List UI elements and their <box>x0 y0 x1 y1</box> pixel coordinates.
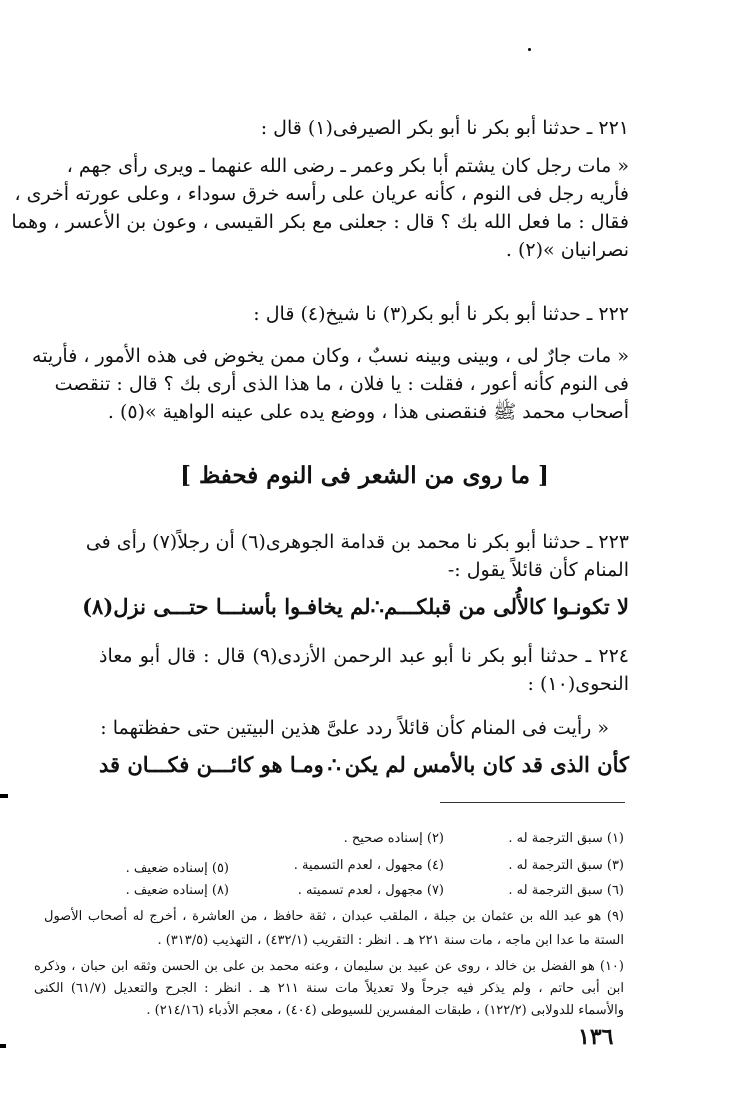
footnote-10-line-1: (١٠) هو الفضل بن خالد ، روى عن عبيد بن سليمان ، وعنه محمد بن على بن الحسن وثقه ابن حبان ، وذكره <box>34 959 624 974</box>
text-line: النحوى(١٠) : <box>527 673 629 695</box>
verse-separator: ∴ <box>327 752 341 777</box>
poem-verse-2 <box>99 752 629 777</box>
hadith-222-chain <box>99 300 629 328</box>
text-line: فى النوم كأنه أعور ، فقلت : يا فلان ، ما هذا الذى أرى بك ؟ قال : تنقصت <box>54 373 629 395</box>
footnote-5: (٥) إسناده ضعيف . <box>125 861 229 876</box>
footnote-10-line-2: ابن أبى حاتم ، ولم يذكر فيه جرحاً ولا تعديلاً مات سنة ٢١١ هـ . انظر : الجرح والتعديل (٦١/٧) الكنى <box>34 981 625 996</box>
hadith-224-text <box>99 714 609 742</box>
section-heading: [ ما روى من الشعر فى النوم فحفظ ] <box>180 462 549 489</box>
scan-mark <box>0 794 8 798</box>
footnote-1: (١) سبق الترجمة له . <box>508 831 624 846</box>
verse-first-half: لا تكونـوا كالأُلى من قبلكـــم <box>383 594 629 619</box>
hadith-221-chain <box>99 114 629 142</box>
text-line: « رأيت فى المنام كأن قائلاً ردد علىَّ هذين البيتين حتى حفظتهما : <box>100 717 609 739</box>
hadith-224-chain <box>99 642 629 698</box>
hadith-221-chain-text: ٢٢١ ـ حدثنا أبو بكر نا أبو بكر الصيرفى(١) قال : <box>260 117 629 139</box>
page-number: ١٣٦ <box>578 1024 614 1050</box>
footnote-3: (٣) سبق الترجمة له . <box>508 858 624 873</box>
text-line: فقال : ما فعل الله بك ؟ قال : جعلنى مع بكر القيسى ، وعون بن الأعسر ، وهما <box>11 211 629 233</box>
footnote-9-line-1: (٩) هو عبد الله بن عثمان بن جبلة ، الملقب عبدان ، ثقة حافظ ، من العاشرة ، أخرج له أصحاب الأصول <box>44 909 624 924</box>
text-line: نصرانيان »(٢) . <box>505 239 629 261</box>
scan-mark <box>0 1044 6 1048</box>
footnote-9-line-2: الستة ما عدا ابن ماجه ، مات سنة ٢٢١ هـ . انظر : التقريب (٤٣٢/١) ، التهذيب (٣١٣/٥) . <box>157 933 624 948</box>
footnote-10-line-3: والأسماء للدولابى (١٢٢/٢) ، طبقات المفسرين للسيوطى (٤٠٤) ، معجم الأدباء (٢١٤/١٦) . <box>146 1003 624 1018</box>
text-line: ٢٢٤ ـ حدثنا أبو بكر نا أبو عبد الرحمن الأزدى(٩) قال : قال أبو معاذ <box>99 645 629 667</box>
footnote-4: (٤) مجهول ، لعدم التسمية . <box>293 858 444 873</box>
verse-second-half: لم يخافـوا بأسنـــا حتـــى نزل(٨) <box>82 594 371 619</box>
text-line: « مات جارٌ لى ، وبينى وبينه نسبٌ ، وكان ممن يخوض فى هذه الأمور ، فأريته <box>32 345 629 367</box>
text-line: فأريه رجل فى النوم ، كأنه عريان على رأسه خرق سوداء ، وعلى عورته أخرى ، <box>14 183 629 205</box>
footnote-6: (٦) سبق الترجمة له . <box>508 883 624 898</box>
poem-verse-1 <box>82 594 629 619</box>
text-line: المنام كأن قائلاً يقول :- <box>447 559 629 581</box>
scan-speck <box>528 48 531 51</box>
footnote-8: (٨) إسناده ضعيف . <box>125 883 229 898</box>
verse-first-half: كأن الذى قد كان بالأمس لم يكن <box>344 752 629 777</box>
text-line: « مات رجل كان يشتم أبا بكر وعمر ـ رضى الله عنهما ـ ويرى رأى جهم ، <box>66 155 629 177</box>
hadith-223-chain <box>85 528 629 584</box>
footnote-2: (٢) إسناده صحيح . <box>343 831 444 846</box>
footnote-rule <box>440 802 625 803</box>
footnote-7: (٧) مجهول ، لعدم تسميته . <box>297 883 444 898</box>
text-line: أصحاب محمد ﷺ فنقصنى هذا ، ووضع يده على عينه الواهية »(٥) . <box>107 401 629 423</box>
hadith-222-chain-text: ٢٢٢ ـ حدثنا أبو بكر نا أبو بكر(٣) نا شيخ(٤) قال : <box>253 303 629 325</box>
verse-second-half: ومـا هو كائـــن فكـــان قد <box>99 752 324 777</box>
hadith-221-text <box>11 152 629 264</box>
hadith-222-text <box>32 342 629 426</box>
verse-separator: ∴ <box>370 594 384 619</box>
text-line: ٢٢٣ ـ حدثنا أبو بكر نا محمد بن قدامة الجوهرى(٦) أن رجلاً(٧) رأى فى <box>85 531 629 553</box>
